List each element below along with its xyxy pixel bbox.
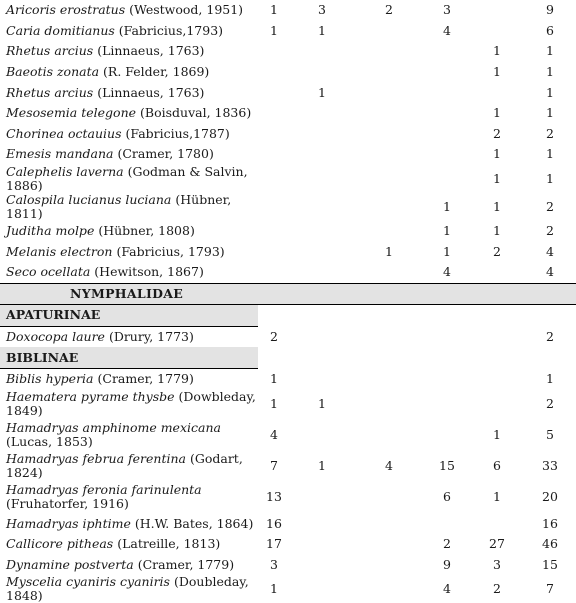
species-name: Hamadryas amphinome mexicana [6,419,221,435]
count-c1: 7 [270,457,278,473]
count-c4 [424,82,470,103]
count-c4: 1 [443,198,451,214]
count-total: 33 [542,457,558,473]
species-name: Hamadryas februa ferentina [6,450,186,466]
count-c5 [470,262,524,283]
count-total: 1 [546,370,554,386]
species-name: Calephelis laverna [6,163,124,179]
count-c4 [424,62,470,83]
species-author: (Fabricius, 1793) [116,243,225,259]
table-row [0,221,576,242]
count-c3 [354,124,424,145]
species-cell [0,124,258,145]
count-c3: 1 [385,243,393,259]
species-name: Hamadryas feronia farinulenta [6,481,202,497]
count-c3 [354,514,424,535]
subfamily-row [0,347,576,368]
table-row [0,103,576,124]
count-c4 [424,514,470,535]
count-total: 2 [546,125,554,141]
species-name: Calospila lucianus luciana [6,191,172,207]
species-name: Caria domitianus [6,22,115,38]
species-author: (H.W. Bates, 1864) [134,515,254,531]
count-c4: 9 [443,556,451,572]
count-c2 [290,41,354,62]
count-c3 [354,103,424,124]
count-c3 [354,221,424,242]
count-c5: 2 [493,243,501,259]
count-c1: 1 [270,370,278,386]
table-row [0,368,576,389]
species-author: (Hübner, 1808) [98,223,195,239]
count-c3 [354,368,424,389]
count-total: 46 [542,536,558,552]
count-c3 [354,144,424,165]
count-c4 [424,326,470,347]
count-c4 [424,103,470,124]
count-c1: 4 [270,426,278,442]
count-c3: 4 [385,457,393,473]
count-c2 [290,193,354,221]
family-section [0,283,576,326]
count-c2: 1 [318,22,326,38]
count-c4: 2 [443,536,451,552]
count-c4: 4 [443,22,451,38]
count-c3 [354,82,424,103]
table-row [0,41,576,62]
count-c4: 3 [443,2,451,18]
species-cell [0,41,258,62]
table-row [0,193,576,221]
species-author: (Linnaeus, 1763) [97,43,205,59]
species-author: (Dowbleday, 1849) [6,388,256,418]
count-c5 [470,82,524,103]
count-c2 [290,480,354,514]
count-c4 [424,418,470,452]
table-row [0,575,576,603]
count-c5 [470,326,524,347]
species-cell [0,514,258,535]
count-c1 [258,144,290,165]
count-c5: 1 [493,146,501,162]
table-row [0,390,576,418]
count-total: 4 [546,264,554,280]
species-cell [0,418,258,452]
count-c2 [290,368,354,389]
count-c1 [258,221,290,242]
species-cell [0,534,258,555]
count-c4: 6 [443,488,451,504]
count-c3 [354,165,424,193]
count-total: 20 [542,488,558,504]
count-c2: 3 [318,2,326,18]
count-c1 [258,103,290,124]
species-name: Dynamine postverta [6,556,134,572]
count-total: 4 [546,243,554,259]
species-author: (Westwood, 1951) [129,2,244,18]
count-c5 [470,0,524,21]
count-c5 [470,390,524,418]
count-c4: 15 [439,457,455,473]
species-author: (Latreille, 1813) [117,536,221,552]
species-cell [0,452,258,480]
count-c2: 1 [318,84,326,100]
species-cell [0,62,258,83]
species-name: Baeotis zonata [6,64,100,80]
species-author: (Doubleday, 1848) [6,574,249,603]
count-c4: 1 [443,223,451,239]
count-c3 [354,418,424,452]
species-name: Emesis mandana [6,146,114,162]
count-total: 1 [546,170,554,186]
species-name: Rhetus arcius [6,43,94,59]
count-c1: 2 [270,328,278,344]
species-name: Rhetus arcius [6,84,94,100]
count-c3 [354,326,424,347]
species-name: Mesosemia telegone [6,105,137,121]
species-author: (Fabricius,1793) [118,22,224,38]
species-author: (Cramer, 1779) [97,371,194,387]
count-c4 [424,368,470,389]
species-name: Myscelia cyaniris cyaniris [6,574,170,590]
species-cell [0,103,258,124]
count-c1 [258,193,290,221]
species-author: (Cramer, 1780) [117,146,214,162]
species-author: (Godman & Salvin, 1886) [6,163,248,193]
count-c5: 3 [493,556,501,572]
count-c1: 3 [270,556,278,572]
count-c2 [290,514,354,535]
count-c5: 1 [493,105,501,121]
subfamily-section-2 [0,347,576,368]
species-cell [0,0,258,21]
count-total: 2 [546,395,554,411]
count-c1 [258,41,290,62]
species-author: (Fabricius,1787) [125,125,230,141]
count-c2 [290,555,354,576]
count-c4 [424,124,470,145]
count-c3 [354,62,424,83]
count-total: 9 [546,2,554,18]
count-c3 [354,555,424,576]
count-c2 [290,165,354,193]
riodinidae-rows [0,0,576,283]
species-cell [0,221,258,242]
subfamily-row [0,305,576,327]
count-total: 1 [546,64,554,80]
count-c2 [290,575,354,603]
table-row [0,21,576,42]
count-c1: 1 [270,2,278,18]
species-name: Aricoris erostratus [6,2,126,18]
count-c2 [290,124,354,145]
count-c1: 1 [270,581,278,597]
count-c5: 6 [493,457,501,473]
family-header-row [0,283,576,305]
species-author: (Boisduval, 1836) [140,105,252,121]
count-total: 1 [546,84,554,100]
species-author: (Linnaeus, 1763) [97,84,205,100]
count-c2 [290,62,354,83]
count-c3 [354,193,424,221]
table-row [0,480,576,514]
count-c1: 1 [270,22,278,38]
species-author: (R. Felder, 1869) [103,64,210,80]
count-c2 [290,534,354,555]
table-row [0,241,576,262]
species-name: Juditha molpe [6,223,95,239]
count-c1 [258,262,290,283]
table-row [0,418,576,452]
count-total: 5 [546,426,554,442]
count-c2: 1 [318,395,326,411]
count-c1: 17 [266,536,282,552]
count-total: 1 [546,146,554,162]
count-c2: 1 [318,457,326,473]
species-name: Haematera pyrame thysbe [6,388,175,404]
count-c1: 16 [266,515,282,531]
count-c2 [290,241,354,262]
table-row [0,124,576,145]
species-name: Seco ocellata [6,264,91,280]
table-row [0,144,576,165]
count-c5: 1 [493,43,501,59]
count-c5: 1 [493,488,501,504]
species-name: Hamadryas iphtime [6,515,131,531]
species-cell [0,144,258,165]
species-author: (Hübner, 1811) [6,191,232,221]
species-author: (Lucas, 1853) [6,433,93,449]
species-author: (Godart, 1824) [6,450,243,480]
species-cell [0,241,258,262]
species-author: (Hewitson, 1867) [94,264,204,280]
count-c5 [470,368,524,389]
species-cell [0,575,258,603]
count-c2 [290,144,354,165]
species-cell [0,82,258,103]
count-c2 [290,418,354,452]
count-c5: 27 [489,536,505,552]
table-row [0,452,576,480]
count-c3 [354,534,424,555]
count-total: 16 [542,515,558,531]
count-c1 [258,241,290,262]
count-total: 2 [546,198,554,214]
count-c2 [290,221,354,242]
species-name: Biblis hyperia [6,371,94,387]
count-c4 [424,144,470,165]
count-c3 [354,390,424,418]
count-c1: 13 [266,488,282,504]
table-row [0,326,576,347]
count-c1 [258,124,290,145]
table-row [0,262,576,283]
species-cell [0,262,258,283]
count-c5 [470,21,524,42]
count-c5: 2 [493,581,501,597]
count-total: 1 [546,43,554,59]
count-c5: 1 [493,64,501,80]
count-c5: 1 [493,198,501,214]
species-cell [0,390,258,418]
count-c2 [290,262,354,283]
count-c3 [354,262,424,283]
table-row [0,555,576,576]
species-cell [0,368,258,389]
count-c3 [354,575,424,603]
species-cell [0,193,258,221]
count-c1 [258,62,290,83]
count-c5: 1 [493,223,501,239]
count-c2 [290,103,354,124]
species-name: Doxocopa laure [6,329,105,345]
species-author: (Drury, 1773) [108,329,194,345]
count-c5 [470,514,524,535]
count-total: 2 [546,223,554,239]
table-row [0,165,576,193]
count-c4 [424,165,470,193]
species-cell [0,21,258,42]
count-total: 1 [546,105,554,121]
species-name: Chorinea octauius [6,125,122,141]
count-c3 [354,480,424,514]
count-c4: 1 [443,243,451,259]
count-c1: 1 [270,395,278,411]
species-cell [0,480,258,514]
count-c4 [424,41,470,62]
table-row [0,514,576,535]
count-c2 [290,326,354,347]
count-c1 [258,82,290,103]
subfamily-name: APATURINAE [0,305,258,327]
subfamily-name: BIBLINAE [0,347,258,368]
count-c4: 4 [443,581,451,597]
count-c3 [354,41,424,62]
apaturinae-rows [0,326,576,347]
count-c5: 1 [493,170,501,186]
species-name: Melanis electron [6,243,113,259]
count-c4: 4 [443,264,451,280]
table-row [0,62,576,83]
biblinae-rows [0,368,576,603]
table-row [0,82,576,103]
count-c3 [354,21,424,42]
count-total: 2 [546,328,554,344]
count-c3: 2 [385,2,393,18]
count-c5: 1 [493,426,501,442]
species-author: (Fruhatorfer, 1916) [6,495,129,511]
count-c4 [424,390,470,418]
table-row [0,0,576,21]
count-total: 7 [546,581,554,597]
species-author: (Cramer, 1779) [137,556,235,572]
species-cell [0,555,258,576]
count-c1 [258,165,290,193]
table-row [0,534,576,555]
species-cell [0,326,258,347]
family-name: NYMPHALIDAE [0,283,576,305]
species-cell [0,165,258,193]
count-total: 6 [546,22,554,38]
count-total: 15 [542,556,558,572]
count-c5: 2 [493,125,501,141]
species-name: Callicore pitheas [6,536,114,552]
